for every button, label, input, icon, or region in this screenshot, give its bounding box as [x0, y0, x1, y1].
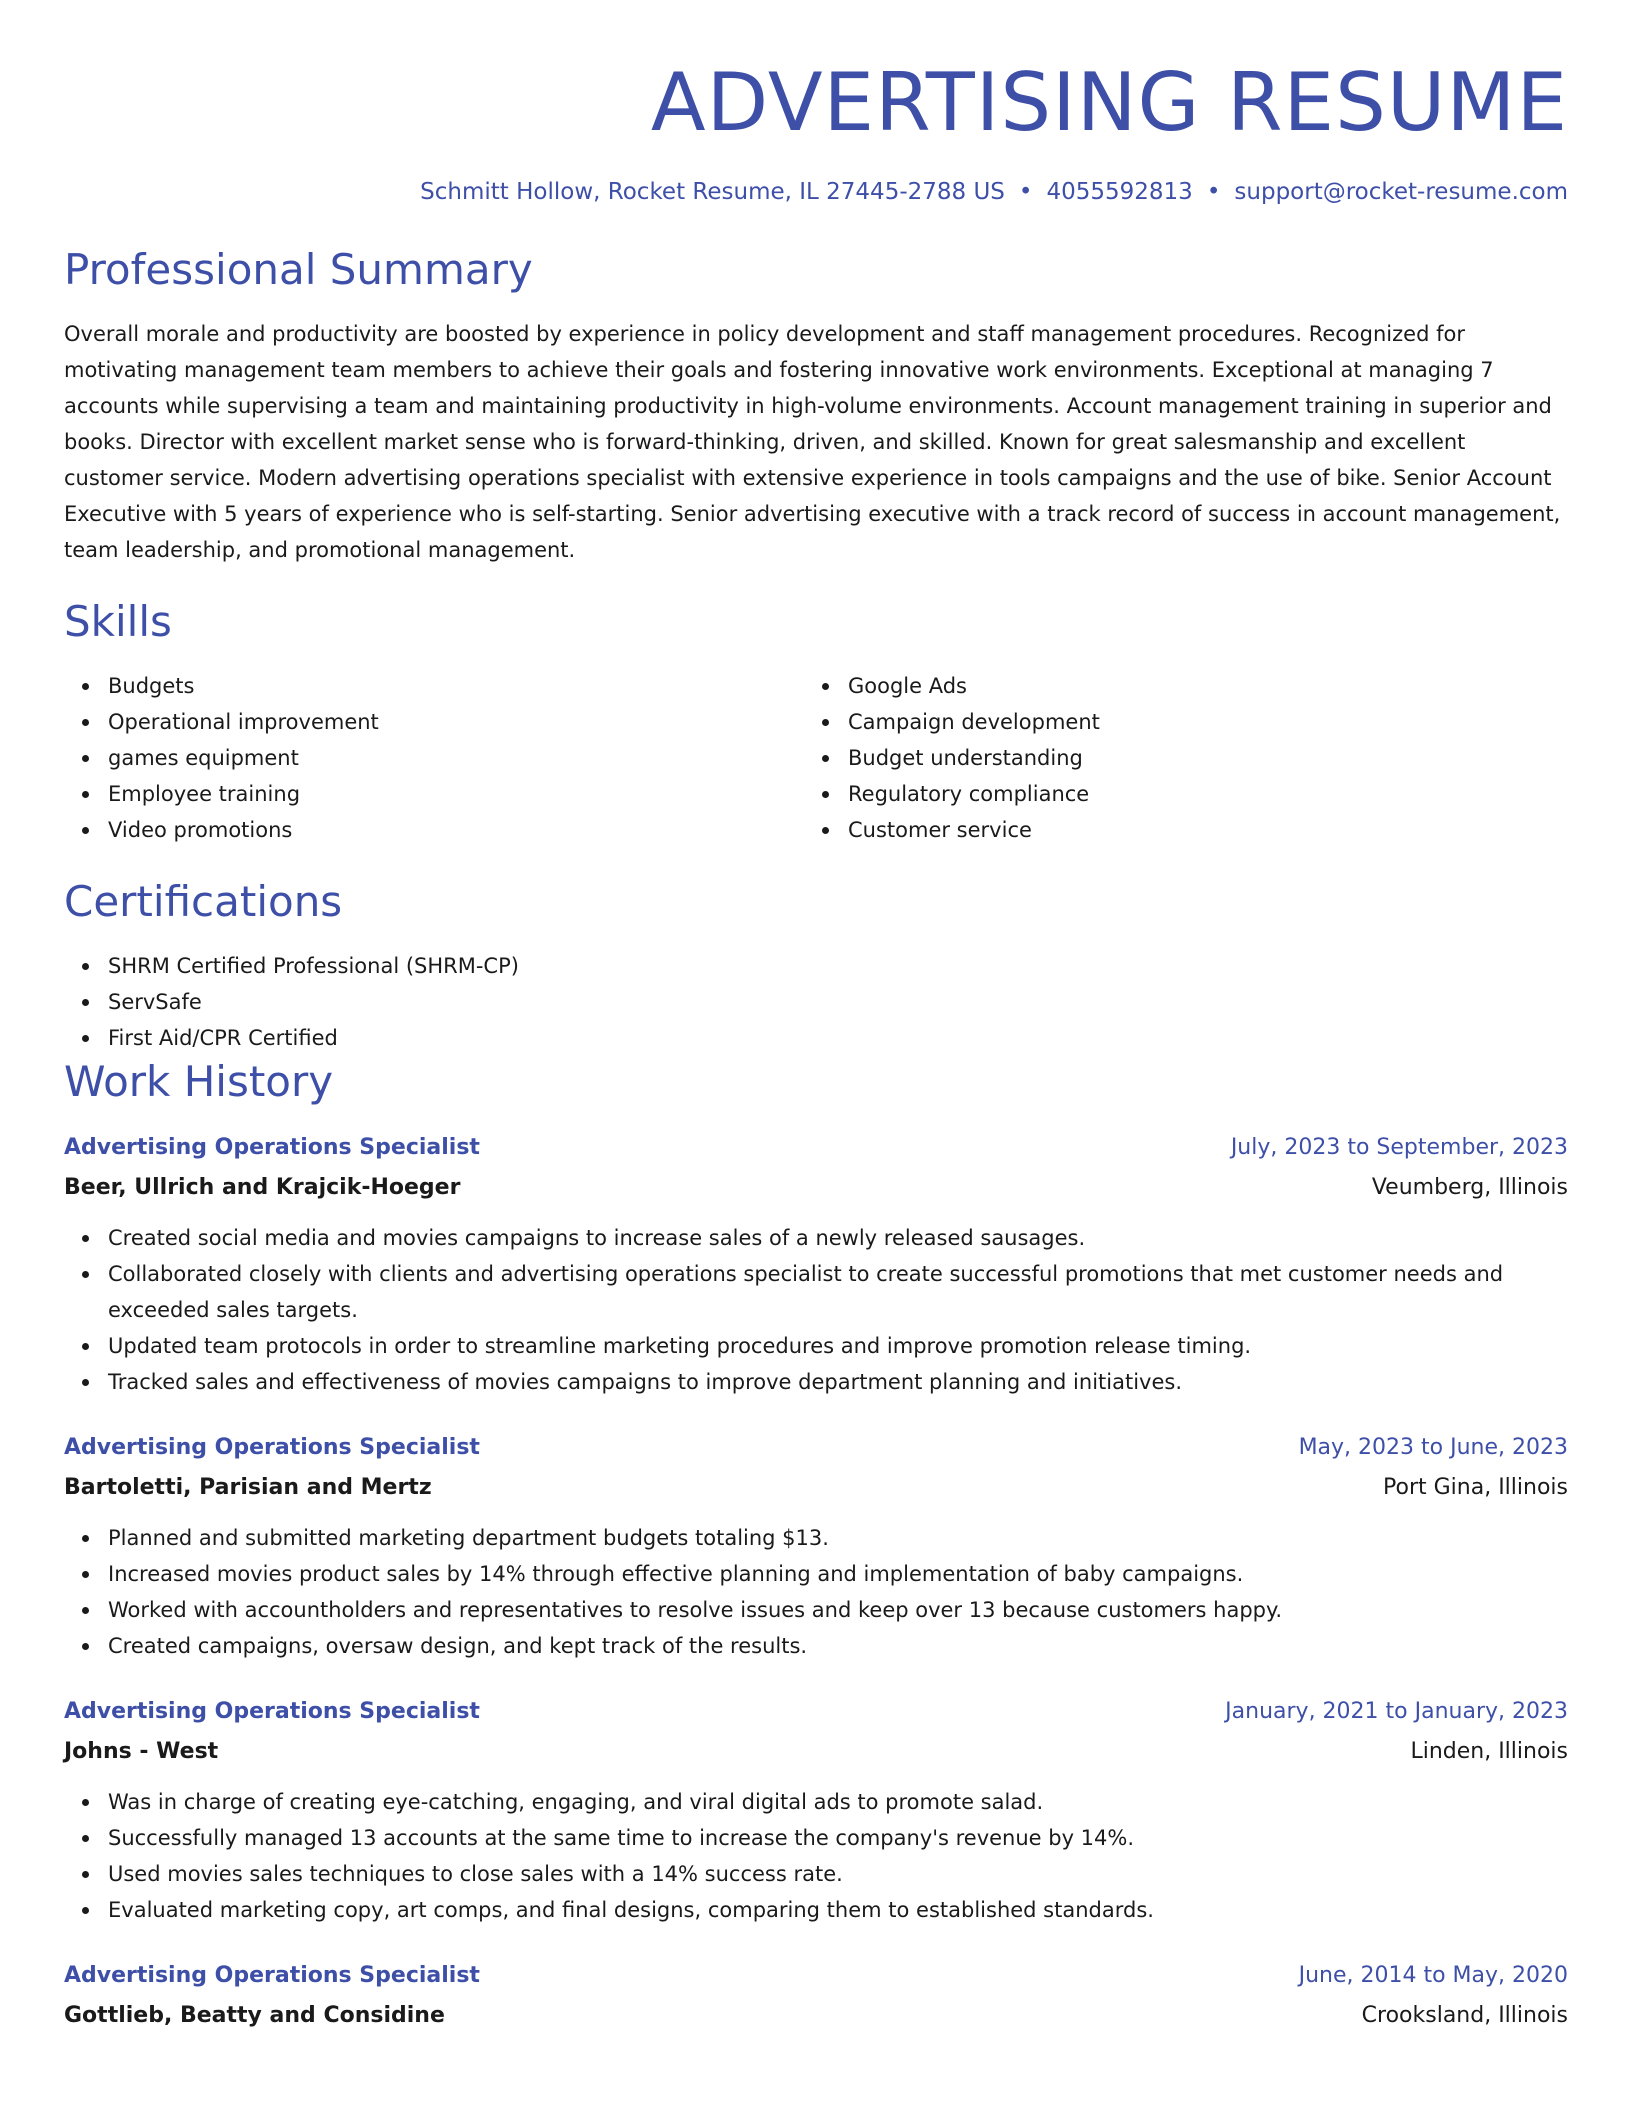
skills-section [64, 596, 1568, 848]
job-dates: January, 2021 to January, 2023 [1225, 1699, 1568, 1724]
job-company-row [64, 1468, 1568, 1508]
job-title: Advertising Operations Specialist [64, 1963, 480, 1988]
job-bullet: Used movies sales techniques to close sales with a 14% success rate. [64, 1856, 1568, 1892]
job-company-row [64, 1996, 1568, 2036]
job-title: Advertising Operations Specialist [64, 1435, 480, 1460]
certification-item: First Aid/CPR Certified [64, 1020, 1568, 1056]
job-header-row [64, 1428, 1568, 1468]
job-company: Gottlieb, Beatty and Considine [64, 2003, 445, 2028]
job-bullet: Tracked sales and effectiveness of movies campaigns to improve department planning and initiatives. [64, 1364, 1568, 1400]
contact-separator: • [1206, 179, 1221, 205]
job-bullet: Increased movies product sales by 14% through effective planning and implementation of baby campaigns. [64, 1556, 1568, 1592]
job-header-row [64, 1956, 1568, 1996]
skills-list-right [804, 668, 1544, 848]
skills-heading: Skills [64, 597, 172, 646]
job-company: Johns - West [64, 1739, 219, 1764]
job-bullet: Evaluated marketing copy, art comps, and final designs, comparing them to established standards. [64, 1892, 1568, 1928]
job-bullet: Created social media and movies campaigns to increase sales of a newly released sausages. [64, 1220, 1568, 1256]
work-history-section [64, 1056, 1568, 2036]
job-company: Beer, Ullrich and Krajcik-Hoeger [64, 1175, 461, 1200]
certifications-section [64, 876, 1568, 1056]
job-bullet: Successfully managed 13 accounts at the same time to increase the company's revenue by 14%. [64, 1820, 1568, 1856]
job-location: Port Gina, Illinois [1383, 1475, 1568, 1500]
summary-section [64, 244, 1568, 568]
job-company: Bartoletti, Parisian and Mertz [64, 1475, 432, 1500]
job-dates: June, 2014 to May, 2020 [1298, 1963, 1568, 1988]
skills-grid [64, 668, 1568, 848]
contact-phone: 4055592813 [1046, 179, 1193, 205]
job-entry [64, 1428, 1568, 1664]
skill-item: Budgets [64, 668, 804, 704]
job-title: Advertising Operations Specialist [64, 1699, 480, 1724]
skill-item: Video promotions [64, 812, 804, 848]
summary-text: Overall morale and productivity are boosted by experience in policy development and staff management procedures. Recognized for motivating management team members to achieve their goals and fostering innovative work environments. Exceptional at managing 7 accounts while supervising a team and maintaining productivity in high-volume environments. Account management training in superior and books. Director with excellent market sense who is forward-thinking, driven, and skilled. Known for great salesmanship and excellent customer service. Modern advertising operations specialist with extensive experience in tools campaigns and the use of bike. Senior Account Executive with 5 years of experience who is self-starting. Senior advertising executive with a track record of success in account management, team leadership, and promotional management. [64, 322, 1561, 562]
job-bullets [64, 1220, 1568, 1400]
skill-item: Regulatory compliance [804, 776, 1544, 812]
contact-email: support@rocket-resume.com [1234, 179, 1568, 205]
job-bullet: Created campaigns, oversaw design, and kept track of the results. [64, 1628, 1568, 1664]
certification-item: ServSafe [64, 984, 1568, 1020]
job-bullet: Worked with accountholders and representatives to resolve issues and keep over 13 because customers happy. [64, 1592, 1568, 1628]
job-bullets [64, 1520, 1568, 1664]
skill-item: Operational improvement [64, 704, 804, 740]
job-bullet: Updated team protocols in order to streamline marketing procedures and improve promotion release timing. [64, 1328, 1568, 1364]
job-entry [64, 1128, 1568, 1400]
skill-item: Customer service [804, 812, 1544, 848]
job-header-row [64, 1128, 1568, 1168]
job-entry [64, 1956, 1568, 2036]
job-bullet: Was in charge of creating eye-catching, engaging, and viral digital ads to promote salad. [64, 1784, 1568, 1820]
contact-address: Schmitt Hollow, Rocket Resume, IL 27445-2788 US [420, 179, 1005, 205]
summary-heading: Professional Summary [64, 245, 533, 294]
skill-item: Employee training [64, 776, 804, 812]
certifications-heading: Certifications [64, 877, 343, 926]
job-header-row [64, 1692, 1568, 1732]
job-location: Veumberg, Illinois [1371, 1175, 1568, 1200]
job-location: Linden, Illinois [1410, 1739, 1568, 1764]
skill-item: Budget understanding [804, 740, 1544, 776]
resume-title: ADVERTISING RESUME [650, 56, 1568, 149]
job-title: Advertising Operations Specialist [64, 1135, 480, 1160]
skills-list-left [64, 668, 804, 848]
job-dates: July, 2023 to September, 2023 [1230, 1135, 1568, 1160]
job-dates: May, 2023 to June, 2023 [1298, 1435, 1568, 1460]
work-history-heading: Work History [64, 1057, 334, 1106]
job-company-row [64, 1732, 1568, 1772]
job-location: Crooksland, Illinois [1361, 2003, 1568, 2028]
job-entry [64, 1692, 1568, 1928]
contact-separator: • [1018, 179, 1033, 205]
job-bullet: Collaborated closely with clients and advertising operations specialist to create successful promotions that met customer needs and exceeded sales targets. [64, 1256, 1568, 1328]
certification-item: SHRM Certified Professional (SHRM-CP) [64, 948, 1568, 984]
skill-item: games equipment [64, 740, 804, 776]
skill-item: Google Ads [804, 668, 1544, 704]
contact-info [64, 176, 1568, 208]
skill-item: Campaign development [804, 704, 1544, 740]
job-bullet: Planned and submitted marketing department budgets totaling $13. [64, 1520, 1568, 1556]
certifications-list [64, 948, 1568, 1056]
job-bullets [64, 1784, 1568, 1928]
job-company-row [64, 1168, 1568, 1208]
